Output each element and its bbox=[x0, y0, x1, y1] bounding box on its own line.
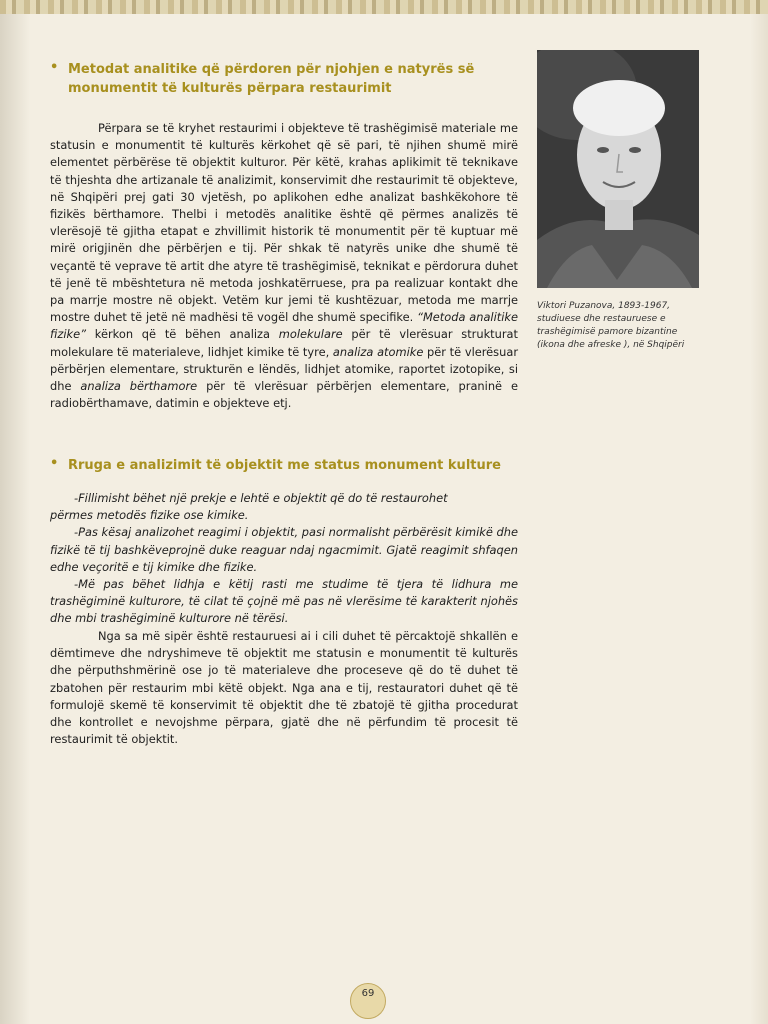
closing-paragraph bbox=[50, 628, 518, 748]
bullet-icon: • bbox=[50, 456, 59, 471]
portrait-photo bbox=[537, 50, 699, 288]
decorative-top-strip bbox=[0, 0, 768, 14]
italic-term: analiza bërthamore bbox=[80, 379, 198, 394]
paragraph-text: kërkon që të bëhen analiza bbox=[86, 327, 279, 342]
section-heading-analysis-route: Rruga e analizimit të objektit me status monument kulture bbox=[68, 458, 501, 473]
step-item: -Më pas bëhet lidhja e këtij rasti me studime të tjera të lidhura me trashëgiminë kulturore, të cilat të çojnë më pas në vlerësime të karakterit njohës dhe mbi trashëgiminë kulturore në tërësi. bbox=[50, 577, 518, 626]
section-heading-analytic-methods bbox=[68, 60, 488, 98]
paragraph-text: për të vlerësuar përbërjen elementare, praninë e radiobërthamave, datimin e objekteve etj. bbox=[50, 379, 518, 411]
italic-term: analiza atomike bbox=[332, 344, 424, 359]
page-gutter-shadow bbox=[0, 14, 30, 1024]
italic-term: molekulare bbox=[278, 327, 343, 342]
step-line: -Fillimisht bëhet një prekje e lehtë e objektit që do të restaurohet bbox=[74, 491, 448, 505]
italic-term: “Metoda analitike fizike” bbox=[50, 310, 518, 342]
paragraph-text: Nga sa më sipër është restauruesi ai i cili duhet të përcaktojë shkallën e dëmtimeve dhe ndryshimeve të objektit me statusin e monumentit të kulturës dhe përputhshmërinë ose jo të materialeve dhe proceseve që do të duhet të zbatohen për restaurim mbi këtë objekt. Nga ana e tij, restauratori duhet që të formulojë skemë të konservimit të objektit dhe të zbatojë të gjitha procedurat dhe kontrollet e nevojshme përpara, gjatë dhe në përfundim të procesit të restaurimit të objektit. bbox=[50, 629, 518, 747]
page-number: 69 bbox=[350, 983, 386, 1019]
paragraph-text: për të vlerësuar strukturat molekulare të materialeve, lidhjet kimike të tyre, bbox=[50, 327, 518, 359]
heading-line: Metodat analitike që përdoren për njohjen e natyrës së bbox=[68, 62, 475, 77]
paragraph-text: për të vlerësuar përbërjen elementare, strukturën e lëndës, lidhjet atomike, raportet izotopike, si dhe bbox=[50, 344, 518, 394]
step-line: përmes metodës fizike ose kimike. bbox=[50, 508, 249, 523]
analysis-steps bbox=[50, 490, 518, 628]
bullet-icon: • bbox=[50, 60, 59, 75]
heading-line: monumentit të kulturës përpara restaurimit bbox=[68, 81, 392, 96]
portrait-illustration bbox=[537, 50, 699, 288]
step-item: -Pas kësaj analizohet reagimi i objektit, pasi normalisht përbërësit kimikë dhe fizikë të tij bashkëveprojnë duke reaguar ndaj ngacmimit. Gjatë reagimit shfaqen edhe veçoritë e tij kimike dhe fizike. bbox=[50, 525, 518, 574]
analytic-methods-paragraph bbox=[50, 120, 518, 412]
photo-caption: Viktori Puzanova, 1893-1967, studiuese dhe restauruese e trashëgimisë pamore bizantine (ikona dhe afreske ), në Shqipëri bbox=[537, 301, 685, 350]
page-edge bbox=[750, 14, 768, 1024]
paragraph-text: Përpara se të kryhet restaurimi i objekteve të trashëgimisë materiale me statusin e monumentit të kulturës kërkohet që së pari, të njihen shumë mirë elementet përbërëse të objektit kulturor. Për këtë, krahas aplikimit të teknikave të thjeshta dhe artizanale të analizimit, konservimit dhe restaurimit të objekteve, në Shqipëri prej gati 30 vjetësh, po aplikohen edhe analizat bashkëkohore të fizikës bërthamore. Thelbi i metodës analitike është që përmes analizës të vlerësojë të gjitha etapat e zhvillimit historik të monumentit për të kuptuar më mirë origjinën dhe përbërjen e tij. Për shkak të natyrës unike dhe shumë të veçantë të veprave të artit dhe atyre të trashëgimisë, teknikat e përdorura duhet të jenë të mbështetura në metoda joshkatërruese, pra pa realizuar kontakt dhe pa marrje mostre në objekt. Vetëm kur jemi të kushtëzuar, metoda me marrje mostre duhet të jetë në madhësi të vogël dhe shumë specifike. bbox=[50, 121, 518, 325]
